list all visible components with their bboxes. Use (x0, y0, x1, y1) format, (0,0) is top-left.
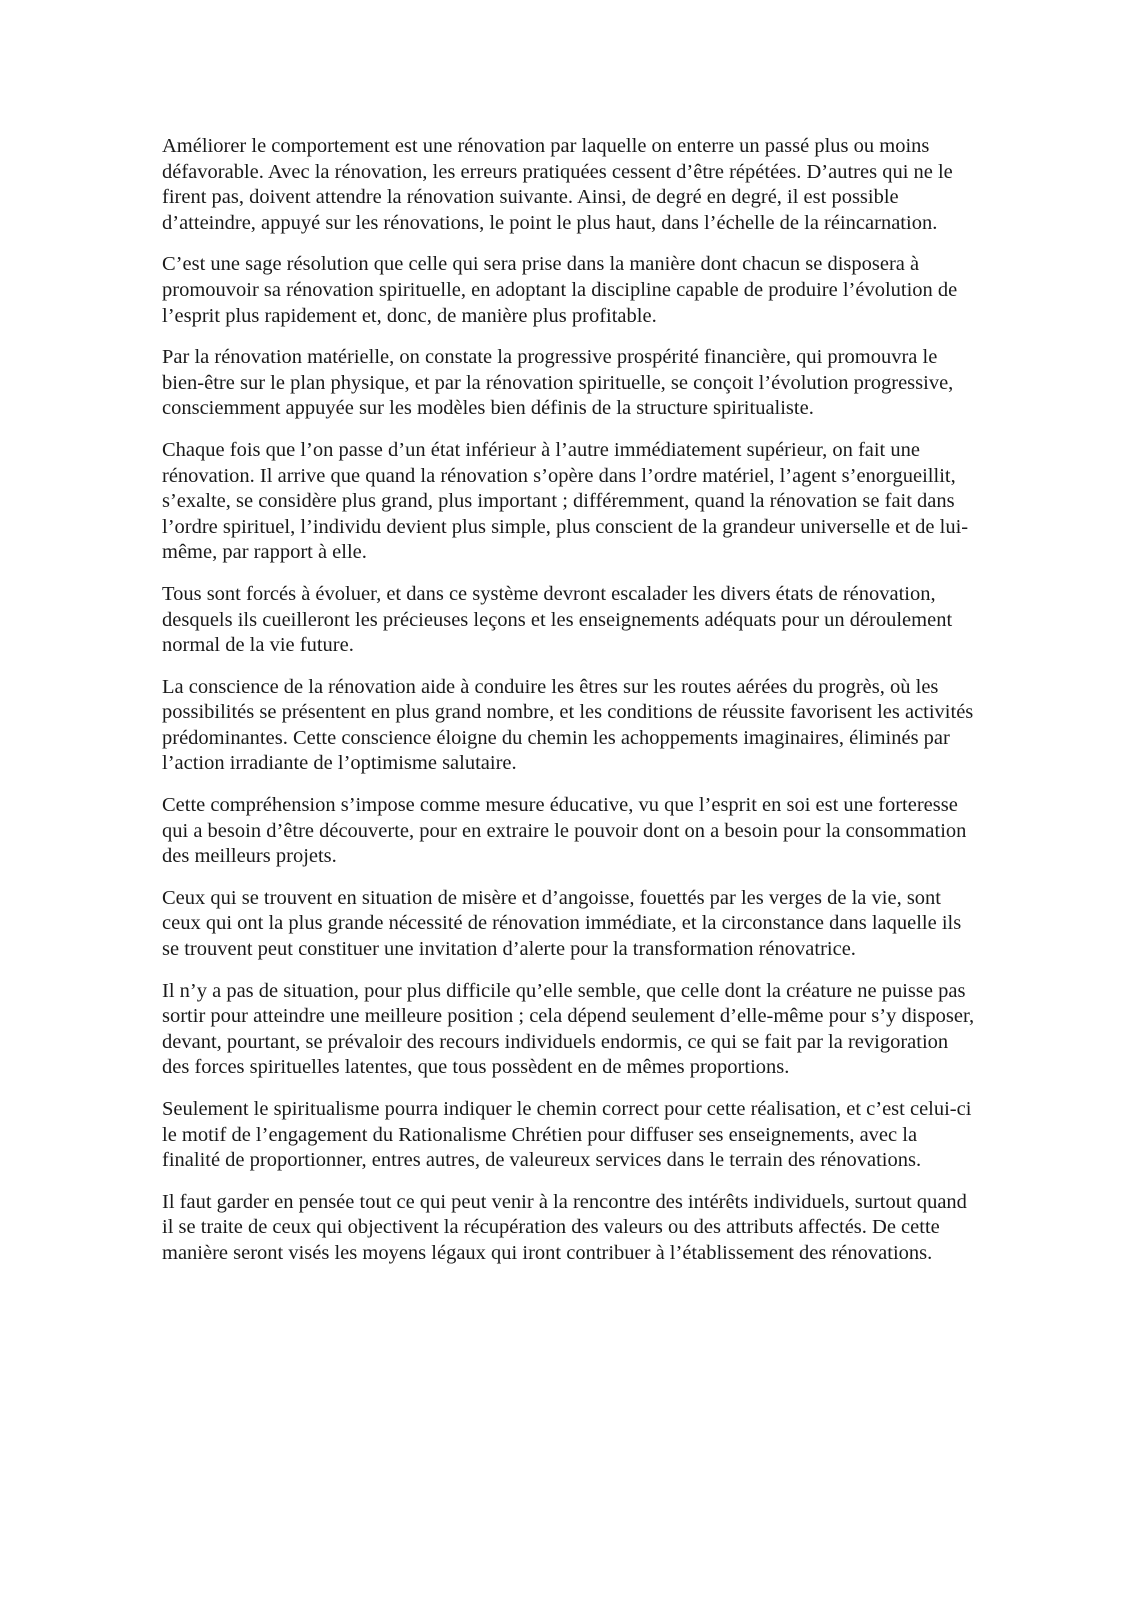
paragraph: La conscience de la rénovation aide à conduire les êtres sur les routes aérées du progrès, où les possibilités se présentent en plus grand nombre, et les conditions de réussite favorisent les activités prédominantes. Cette conscience éloigne du chemin les achoppements imaginaires, éliminés par l’action irradiante de l’optimisme salutaire. (162, 675, 974, 775)
document-body (162, 134, 980, 1283)
paragraph: Seulement le spiritualisme pourra indiquer le chemin correct pour cette réalisation, et c’est celui-ci le motif de l’engagement du Rationalisme Chrétien pour diffuser ses enseignements, avec la finalité de proportionner, entres autres, de valeureux services dans le terrain des rénovations. (162, 1098, 972, 1172)
paragraph: Il n’y a pas de situation, pour plus difficile qu’elle semble, que celle dont la créature ne puisse pas sortir pour atteindre une meilleure position ; cela dépend seulement d’elle-même pour s’y disposer, devant, pourtant, se prévaloir des recours individuels endormis, ce qui se fait par la revigoration des forces spirituelles latentes, que tous possèdent en de mêmes proportions. (162, 979, 975, 1079)
paragraph: Cette compréhension s’impose comme mesure éducative, vu que l’esprit en soi est une forteresse qui a besoin d’être découverte, pour en extraire le pouvoir dont on a besoin pour la consommation des meilleurs projets. (162, 794, 967, 868)
paragraph: Chaque fois que l’on passe d’un état inférieur à l’autre immédiatement supérieur, on fait une rénovation. Il arrive que quand la rénovation s’opère dans l’ordre matériel, l’agent s’enorgueillit, s’exalte, se considère plus grand, plus important ; différemment, quand la rénovation se fait dans l’ordre spirituel, l’individu devient plus simple, plus conscient de la grandeur universelle et de lui-même, par rapport à elle. (162, 438, 969, 564)
paragraph: Ceux qui se trouvent en situation de misère et d’angoisse, fouettés par les verges de la vie, sont ceux qui ont la plus grande nécessité de rénovation immédiate, et la circonstance dans laquelle ils se trouvent peut constituer une invitation d’alerte pour la transformation rénovatrice. (162, 886, 962, 961)
paragraph: C’est une sage résolution que celle qui sera prise dans la manière dont chacun se disposera à promouvoir sa rénovation spirituelle, en adoptant la discipline capable de produire l’évolution de l’esprit plus rapidement et, donc, de manière plus profitable. (162, 253, 958, 327)
paragraph: Il faut garder en pensée tout ce qui peut venir à la rencontre des intérêts individuels, surtout quand il se traite de ceux qui objectivent la récupération des valeurs ou des attributs affectés. De cette manière seront visés les moyens légaux qui iront contribuer à l’établissement des rénovations. (162, 1190, 967, 1264)
paragraph: Améliorer le comportement est une rénovation par laquelle on enterre un passé plus ou moins défavorable. Avec la rénovation, les erreurs pratiquées cessent d’être répétées. D’autres qui ne le firent pas, doivent attendre la rénovation suivante. Ainsi, de degré en degré, il est possible d’atteindre, appuyé sur les rénovations, le point le plus haut, dans l’échelle de la réincarnation. (162, 135, 953, 234)
paragraph: Par la rénovation matérielle, on constate la progressive prospérité financière, qui promouvra le bien-être sur le plan physique, et par la rénovation spirituelle, se conçoit l’évolution progressive, consciemment appuyée sur les modèles bien définis de la structure spiritualiste. (162, 346, 954, 420)
paragraph: Tous sont forcés à évoluer, et dans ce système devront escalader les divers états de rénovation, desquels ils cueilleront les précieuses leçons et les enseignements adéquats pour un déroulement normal de la vie future. (162, 582, 953, 657)
